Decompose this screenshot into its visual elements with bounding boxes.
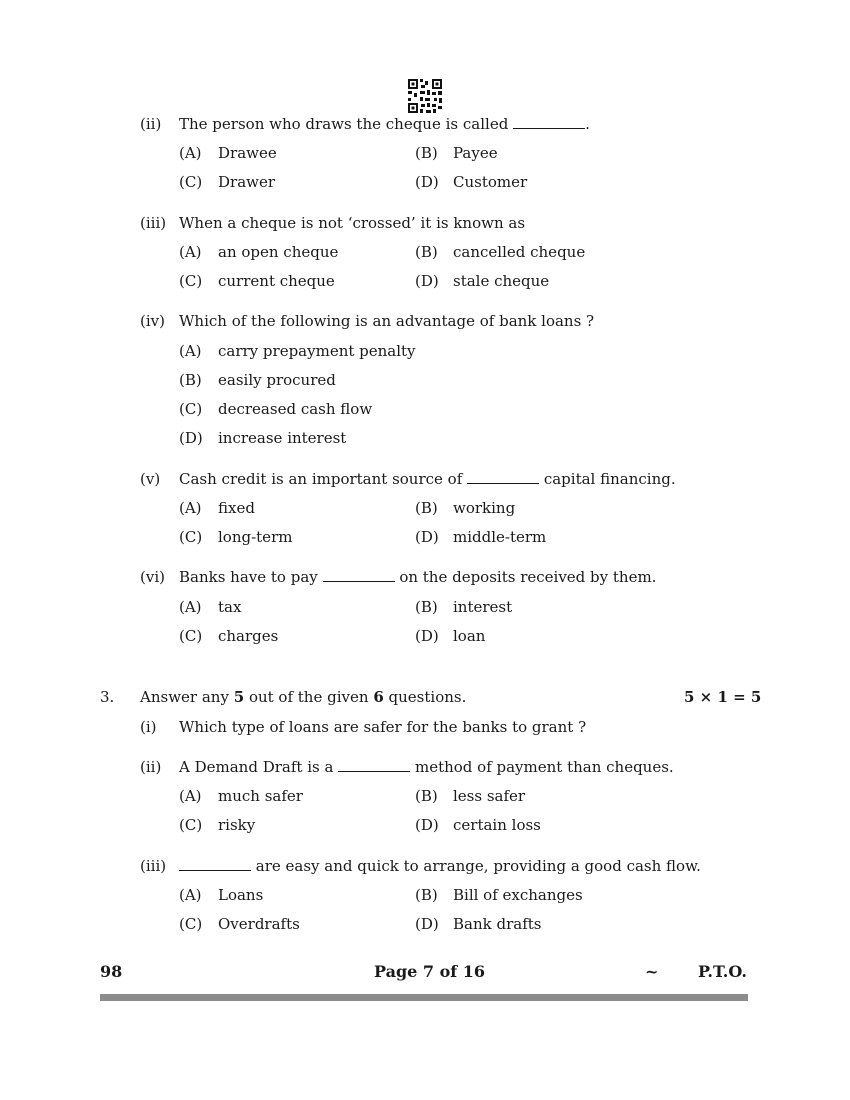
option-label: (C) bbox=[179, 816, 203, 834]
question-text: Which type of loans are safer for the banks to grant ? bbox=[179, 718, 587, 736]
question-number: (ii) bbox=[140, 115, 162, 133]
option-label: (B) bbox=[415, 886, 438, 904]
option-text: Customer bbox=[453, 173, 528, 191]
question-text: Cash credit is an important source of capital financing. bbox=[179, 470, 676, 488]
option-label: (B) bbox=[415, 243, 438, 261]
option-text: carry prepayment penalty bbox=[218, 342, 416, 360]
question-number: (vi) bbox=[140, 568, 165, 586]
option-text: certain loss bbox=[453, 816, 541, 834]
option-label: (C) bbox=[179, 528, 203, 546]
option-label: (C) bbox=[179, 915, 203, 933]
option-text: stale cheque bbox=[453, 272, 550, 290]
option-label: (D) bbox=[179, 429, 203, 447]
question-text: The person who draws the cheque is called . bbox=[179, 115, 590, 133]
option-text: much safer bbox=[218, 787, 303, 805]
option-label: (D) bbox=[415, 816, 439, 834]
footer-divider bbox=[100, 994, 748, 1001]
option-label: (B) bbox=[415, 499, 438, 517]
question-number: (i) bbox=[140, 718, 157, 736]
option-text: middle-term bbox=[453, 528, 547, 546]
option-label: (D) bbox=[415, 528, 439, 546]
option-label: (A) bbox=[179, 787, 202, 805]
option-text: cancelled cheque bbox=[453, 243, 586, 261]
answer-blank bbox=[513, 115, 585, 129]
option-text: easily procured bbox=[218, 371, 336, 389]
option-text: charges bbox=[218, 627, 279, 645]
option-text: working bbox=[453, 499, 516, 517]
option-label: (B) bbox=[415, 787, 438, 805]
option-label: (A) bbox=[179, 886, 202, 904]
option-label: (D) bbox=[415, 627, 439, 645]
option-label: (B) bbox=[179, 371, 202, 389]
answer-blank bbox=[338, 758, 410, 772]
option-text: Payee bbox=[453, 144, 498, 162]
option-text: less safer bbox=[453, 787, 526, 805]
question-number: 3. bbox=[100, 688, 115, 706]
marks-allocation: 5 × 1 = 5 bbox=[684, 688, 762, 706]
question-text: Which of the following is an advantage of bank loans ? bbox=[179, 312, 595, 330]
option-label: (A) bbox=[179, 342, 202, 360]
answer-blank bbox=[467, 470, 539, 484]
option-label: (C) bbox=[179, 627, 203, 645]
option-label: (A) bbox=[179, 598, 202, 616]
footer-tilde: ~ bbox=[645, 962, 659, 981]
option-label: (A) bbox=[179, 243, 202, 261]
question-text: When a cheque is not ‘crossed’ it is known as bbox=[179, 214, 526, 232]
question-text: A Demand Draft is a method of payment than cheques. bbox=[179, 758, 674, 776]
option-text: interest bbox=[453, 598, 513, 616]
option-text: current cheque bbox=[218, 272, 335, 290]
paper-code: 98 bbox=[100, 962, 123, 981]
option-label: (B) bbox=[415, 598, 438, 616]
option-text: tax bbox=[218, 598, 242, 616]
option-text: decreased cash flow bbox=[218, 400, 373, 418]
answer-blank bbox=[323, 568, 395, 582]
option-text: risky bbox=[218, 816, 256, 834]
option-text: Bill of exchanges bbox=[453, 886, 583, 904]
option-text: long-term bbox=[218, 528, 293, 546]
option-label: (B) bbox=[415, 144, 438, 162]
option-label: (A) bbox=[179, 499, 202, 517]
pto-label: P.T.O. bbox=[698, 962, 747, 981]
option-label: (C) bbox=[179, 173, 203, 191]
option-text: Overdrafts bbox=[218, 915, 300, 933]
option-text: loan bbox=[453, 627, 486, 645]
question-number: (iii) bbox=[140, 857, 167, 875]
option-text: Drawee bbox=[218, 144, 277, 162]
question-number: (iii) bbox=[140, 214, 167, 232]
qr-code-icon bbox=[408, 79, 442, 113]
question-instruction: Answer any 5 out of the given 6 questions. bbox=[140, 688, 467, 706]
option-label: (D) bbox=[415, 173, 439, 191]
option-text: an open cheque bbox=[218, 243, 339, 261]
option-label: (D) bbox=[415, 915, 439, 933]
option-label: (D) bbox=[415, 272, 439, 290]
option-text: Bank drafts bbox=[453, 915, 542, 933]
option-text: Loans bbox=[218, 886, 264, 904]
question-text: are easy and quick to arrange, providing a good cash flow. bbox=[179, 857, 701, 875]
question-number: (iv) bbox=[140, 312, 165, 330]
option-text: Drawer bbox=[218, 173, 276, 191]
option-label: (A) bbox=[179, 144, 202, 162]
answer-blank bbox=[179, 857, 251, 871]
question-text: Banks have to pay on the deposits received by them. bbox=[179, 568, 657, 586]
question-number: (v) bbox=[140, 470, 161, 488]
option-label: (C) bbox=[179, 272, 203, 290]
question-number: (ii) bbox=[140, 758, 162, 776]
page-number: Page 7 of 16 bbox=[374, 962, 485, 981]
option-text: increase interest bbox=[218, 429, 347, 447]
option-label: (C) bbox=[179, 400, 203, 418]
option-text: fixed bbox=[218, 499, 255, 517]
